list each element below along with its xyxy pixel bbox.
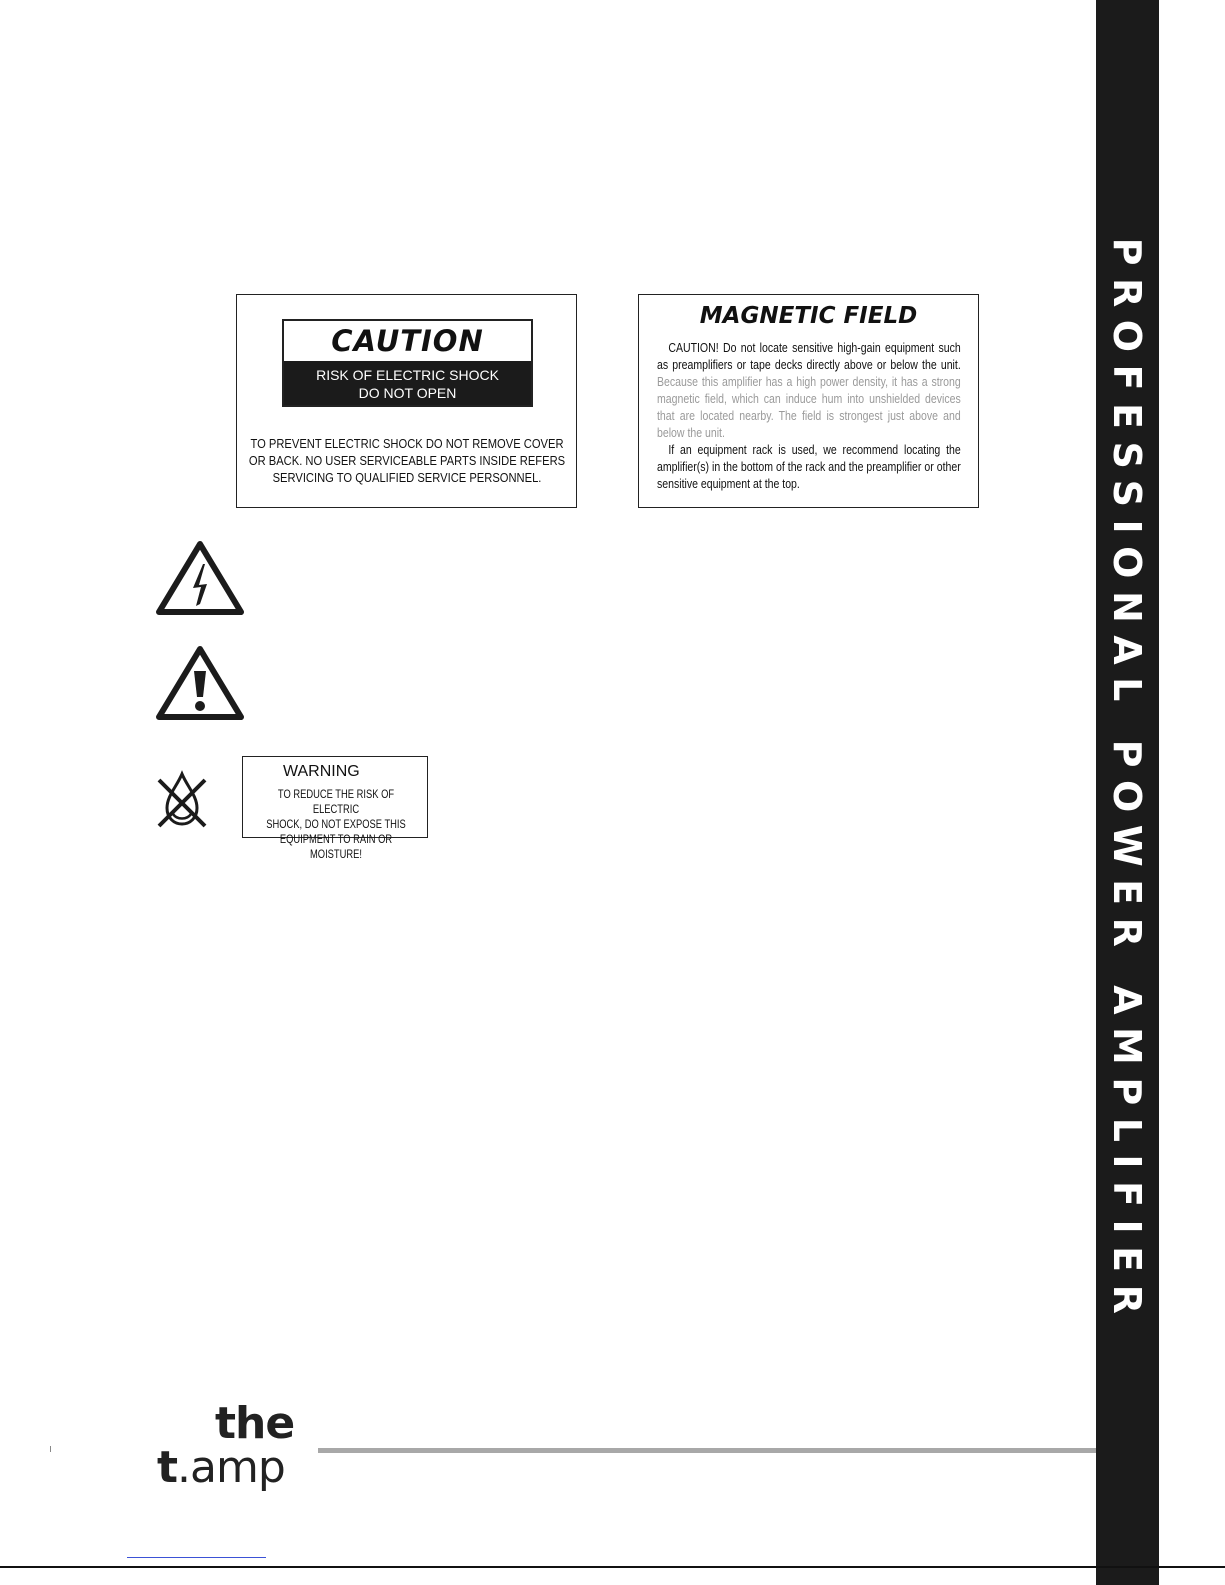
- exclamation-warning-icon: [155, 645, 245, 721]
- magnetic-field-explanation-text: Because this amplifier has a high power density, it has a strong magnetic field, which can induce hum into unshielded devices that are located nearby. The field is strongest just above and below the unit.: [657, 374, 961, 440]
- caution-line-1: RISK OF ELECTRIC SHOCK: [316, 367, 499, 383]
- logo-amp: .amp: [177, 1442, 285, 1493]
- caution-instruction-line: SERVICING TO QUALIFIED SERVICE PERSONNEL.: [272, 470, 542, 485]
- footer-tick: [50, 1446, 51, 1452]
- caution-label-panel: [236, 294, 577, 508]
- caution-instruction-line: OR BACK. NO USER SERVICEABLE PARTS INSIDE REFERS: [248, 453, 566, 468]
- caution-title: CAUTION: [331, 324, 484, 358]
- brand-logo: [157, 1398, 317, 1508]
- caution-instructions: [244, 435, 571, 486]
- caution-label: [282, 319, 533, 407]
- caution-instruction-line: TO PREVENT ELECTRIC SHOCK DO NOT REMOVE COVER: [250, 436, 564, 451]
- logo-t: t: [157, 1442, 178, 1493]
- caution-band: [284, 361, 531, 405]
- moisture-warning-line: TO REDUCE THE RISK OF ELECTRIC: [277, 787, 395, 816]
- magnetic-field-title: MAGNETIC FIELD: [699, 303, 918, 329]
- moisture-warning-label: [242, 756, 428, 861]
- magnetic-field-paragraph-2: If an equipment rack is used, we recommend locating the amplifier(s) in the bottom of the rack and the preamplifier or other sensitive equipment at the top.: [657, 442, 961, 491]
- moisture-warning-text: [256, 787, 417, 862]
- moisture-warning-line: EQUIPMENT TO RAIN OR MOISTURE!: [279, 832, 393, 861]
- sidebar-title: PROFESSIONAL POWER AMPLIFIER: [1105, 237, 1149, 1327]
- footer-rule: [318, 1448, 1096, 1453]
- magnetic-field-caution-text: CAUTION! Do not locate sensitive high-gain equipment such as preamplifiers or tape decks directly above or below the unit.: [657, 340, 961, 372]
- caution-line-2: DO NOT OPEN: [358, 385, 457, 401]
- logo-the-text: the: [215, 1398, 295, 1449]
- magnetic-field-panel: [638, 294, 979, 508]
- bottom-link-underline[interactable]: [127, 1557, 266, 1558]
- moisture-warning-title: WARNING: [283, 763, 360, 780]
- moisture-warning-line: SHOCK, DO NOT EXPOSE THIS: [266, 817, 406, 831]
- no-moisture-icon: [155, 770, 210, 830]
- magnetic-field-body: [657, 339, 961, 492]
- magnetic-field-paragraph-1: [657, 339, 961, 441]
- logo-tamp: [157, 1442, 285, 1493]
- electric-shock-warning-icon: [155, 540, 245, 616]
- bottom-border-line: [0, 1566, 1225, 1568]
